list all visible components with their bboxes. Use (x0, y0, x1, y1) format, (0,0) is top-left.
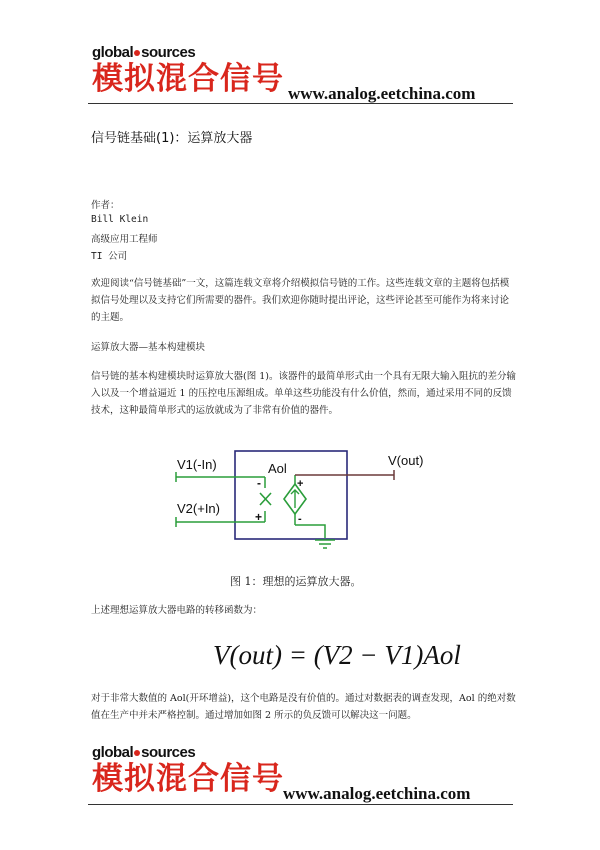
vout-label: V(out) (388, 453, 424, 468)
header (0, 0, 600, 106)
page-title: 信号链基础(1)：运算放大器 (91, 131, 253, 146)
header-url[interactable]: www.analog.eetchina.com (288, 84, 476, 103)
author-label: 作者： (91, 200, 120, 211)
transfer-formula: V(out) = (V2 − V1)Aol (213, 640, 461, 670)
v1-label: V1(-In) (177, 457, 217, 472)
source-plus-sign: + (297, 478, 304, 490)
footer (0, 735, 600, 850)
footer-brand-title: 模拟混合信号 (92, 761, 284, 797)
section-body: 信号链的基本构建模块时运算放大器(图 1)。该器件的最简单形式由一个具有无限大输入阻抗的差分输入以及一个增益逼近 1 的压控电压源组成。单单这些功能没有什么价值，然而，通过采用不同的反馈技术，这种最简单形式的运放就成为了非常有价值的器件。 (91, 371, 516, 416)
v2-label: V2(+In) (177, 501, 220, 516)
ground-wire (295, 525, 325, 538)
amp-box (235, 451, 347, 539)
figure-caption: 图 1：理想的运算放大器。 (230, 575, 362, 588)
footer-url[interactable]: www.analog.eetchina.com (283, 784, 471, 803)
logo-dot-icon (134, 50, 140, 56)
aol-label: Aol (268, 461, 287, 476)
input-plus-sign: + (255, 510, 263, 524)
intro-paragraph: 欢迎阅读“信号链基础”一文，这篇连载文章将介绍模拟信号链的工作。这些连载文章的主题将包括模拟信号处理以及支持它们所需要的器件。我们欢迎你随时提出评论，这些评论甚至可能作为将来讨论的主题。 (91, 278, 510, 323)
author-title: 高级应用工程师 (91, 234, 158, 245)
transfer-intro: 上述理想运算放大器电路的转移函数为： (91, 605, 263, 616)
author-name: Bill Klein (91, 214, 149, 225)
header-rule (88, 103, 513, 104)
footer-rule (88, 804, 513, 805)
footer-globalsources-logo: global sources (92, 744, 196, 761)
section-heading: 运算放大器—基本构建模块 (91, 342, 206, 353)
source-minus-sign: - (298, 513, 302, 525)
input-minus-sign: - (257, 476, 261, 490)
brand-title: 模拟混合信号 (92, 61, 284, 97)
author-company: TI 公司 (91, 251, 128, 262)
op-amp-diagram (170, 445, 440, 560)
globalsources-logo: global sources (92, 44, 196, 61)
closing-paragraph: 对于非常大数值的 Aol(开环增益)，这个电路是没有价值的。通过对数据表的调查发现，Aol 的绝对数值在生产中并未严格控制。通过增加如图 2 所示的负反馈可以解决这一问题。 (91, 693, 516, 721)
footer-logo-dot-icon (134, 750, 140, 756)
